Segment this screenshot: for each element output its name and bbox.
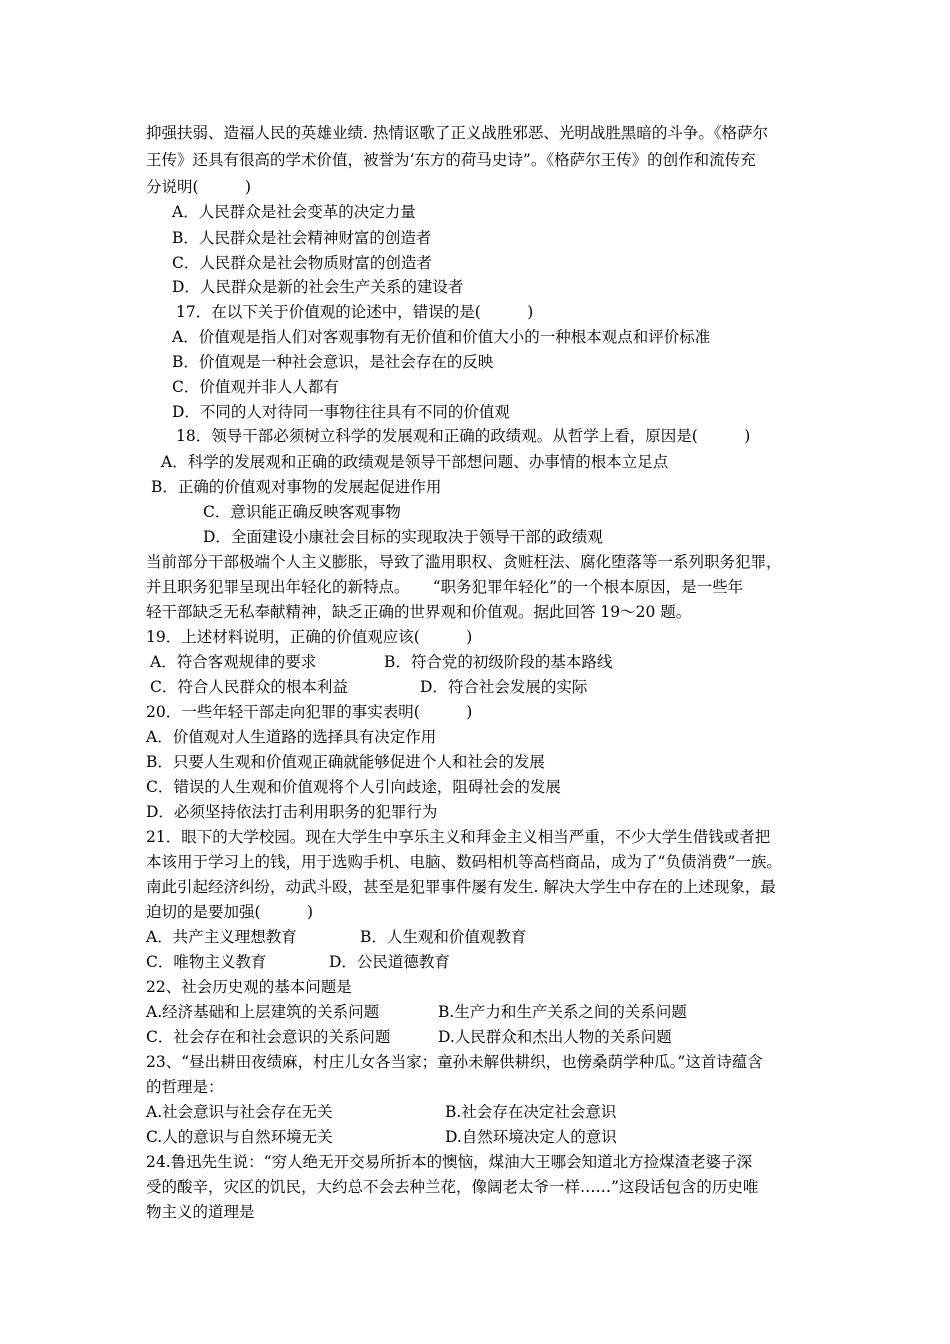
q21-option-c: C．唯物主义教育 xyxy=(146,953,267,971)
q24-stem-line-1: 24.鲁迅先生说：“穷人绝无开交易所折本的懊恼，煤油大王哪会知道北方捡煤渣老婆子深 xyxy=(146,1153,753,1171)
q19-stem: 19．上述材料说明，正确的价值观应该( ) xyxy=(146,628,473,646)
q21-option-b: B．人生观和价值观教育 xyxy=(360,928,527,946)
q22-option-b: B.生产力和生产关系之间的关系问题 xyxy=(438,1003,687,1021)
q16-stem-line-2: 王传》还具有很高的学术价值，被誉为‘东方的荷马史诗”。《格萨尔王传》的创作和流传充 xyxy=(146,151,756,169)
q18-option-d: D．全面建设小康社会目标的实现取决于领导干部的政绩观 xyxy=(203,528,603,546)
q16-option-b: B．人民群众是社会精神财富的创造者 xyxy=(172,229,432,247)
q21-stem-line-3: 南此引起经济纠纷，动武斗殴，甚至是犯罪事件屡有发生. 解决大学生中存在的上述现象，最 xyxy=(146,878,776,896)
q23-option-c: C.人的意识与自然环境无关 xyxy=(146,1128,333,1146)
q17-stem: 17．在以下关于价值观的论述中，错误的是( ) xyxy=(176,303,534,321)
q24-stem-line-3: 物主义的道理是 xyxy=(146,1203,255,1221)
q19-option-c: C．符合人民群众的根本利益 xyxy=(150,678,348,696)
q20-option-d: D．必须坚持依法打击利用职务的犯罪行为 xyxy=(146,803,438,821)
q20-stem: 20．一些年轻干部走向犯罪的事实表明( ) xyxy=(146,703,473,721)
q18-option-c: C．意识能正确反映客观事物 xyxy=(203,503,401,521)
q23-stem-line-2: 的哲理是： xyxy=(146,1078,224,1096)
q22-stem: 22、社会历史观的基本问题是 xyxy=(146,978,352,996)
q17-option-a: A．价值观是指人们对客观事物有无价值和价值大小的一种根本观点和评价标准 xyxy=(172,328,711,346)
q19-option-a: A．符合客观规律的要求 xyxy=(150,653,317,671)
q20-option-a: A．价值观对人生道路的选择具有决定作用 xyxy=(146,728,437,746)
q21-stem-line-4: 迫切的是要加强( ) xyxy=(146,903,314,921)
material-line-3: 轻干部缺乏无私奉献精神，缺乏正确的世界观和价值观。据此回答 19～20 题。 xyxy=(146,603,692,621)
q19-option-b: B．符合党的初级阶段的基本路线 xyxy=(384,653,613,671)
q16-stem-line-3: 分说明( ) xyxy=(146,178,252,196)
q20-option-b: B．只要人生观和价值观正确就能够促进个人和社会的发展 xyxy=(146,753,545,771)
q21-option-d: D．公民道德教育 xyxy=(329,953,450,971)
q20-option-c: C．错误的人生观和价值观将个人引向歧途，阻碍社会的发展 xyxy=(146,778,561,796)
q21-option-a: A．共产主义理想教育 xyxy=(146,928,297,946)
q22-option-c: C．社会存在和社会意识的关系问题 xyxy=(146,1028,391,1046)
q16-option-c: C．人民群众是社会物质财富的创造者 xyxy=(172,254,432,272)
q19-option-d: D．符合社会发展的实际 xyxy=(420,678,588,696)
q18-option-b: B．正确的价值观对事物的发展起促进作用 xyxy=(151,478,442,496)
q18-option-a: A．科学的发展观和正确的政绩观是领导干部想问题、办事情的根本立足点 xyxy=(161,453,669,471)
q16-option-d: D．人民群众是新的社会生产关系的建设者 xyxy=(172,278,464,296)
q21-stem-line-2: 本该用于学习上的钱，用于选购手机、电脑、数码相机等高档商品，成为了“负债消费”一族。 xyxy=(146,853,782,871)
q23-option-a: A.社会意识与社会存在无关 xyxy=(146,1103,333,1121)
material-line-2: 并且职务犯罪呈现出年轻化的新特点。 “职务犯罪年轻化”的一个根本原因，是一些年 xyxy=(146,578,744,596)
q22-option-d: D.人民群众和杰出人物的关系问题 xyxy=(438,1028,672,1046)
q16-option-a: A．人民群众是社会变革的决定力量 xyxy=(172,203,416,221)
q16-stem-line-1: 抑强扶弱、造福人民的英雄业绩. 热情讴歌了正义战胜邪恶、光明战胜黑暗的斗争。《格萨尔 xyxy=(146,124,769,142)
q23-option-b: B.社会存在决定社会意识 xyxy=(445,1103,617,1121)
q17-option-b: B．价值观是一种社会意识，是社会存在的反映 xyxy=(172,353,494,371)
q24-stem-line-2: 受的酸辛，灾区的饥民，大约总不会去种兰花，像阔老太爷一样……”这段话包含的历史唯 xyxy=(146,1178,759,1196)
material-line-1: 当前部分干部极端个人主义膨胀，导致了滥用职权、贪赃枉法、腐化堕落等一系列职务犯罪， xyxy=(146,553,782,571)
q23-option-d: D.自然环境决定人的意识 xyxy=(445,1128,617,1146)
q17-option-d: D．不同的人对待同一事物往往具有不同的价值观 xyxy=(172,403,510,421)
q23-stem-line-1: 23、“昼出耕田夜绩麻，村庄儿女各当家；童孙未解供耕织，也傍桑荫学种瓜。”这首诗蕴含 xyxy=(146,1053,763,1071)
q18-stem: 18．领导干部必须树立科学的发展观和正确的政绩观。从哲学上看，原因是( ) xyxy=(176,427,751,445)
q17-option-c: C．价值观并非人人都有 xyxy=(172,378,339,396)
q22-option-a: A.经济基础和上层建筑的关系问题 xyxy=(146,1003,380,1021)
q21-stem-line-1: 21．眼下的大学校园。现在大学生中享乐主义和拜金主义相当严重，不少大学生借钱或者把 xyxy=(146,828,771,846)
